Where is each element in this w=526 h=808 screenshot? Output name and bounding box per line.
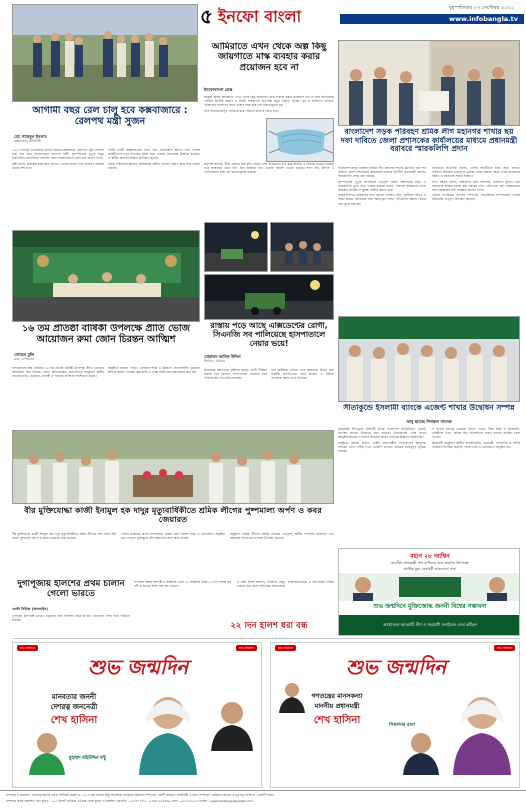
ad2-name: শেখ হাসিনা <box>313 715 361 726</box>
bank-photo-image <box>339 317 520 402</box>
ad2-portrait-main-image <box>447 685 517 775</box>
anniversary-byline <box>14 352 134 362</box>
mask-body-2: কর্তৃপক্ষ জানায়, টিকা গ্রহণের হার বৃদ্ধি পাওয়া এবং সংক্রমণের হার কমে আসায় এ সিদ্ধান্ত নেওয়া হয়েছে। তবে স্বাস্থ্যবিধি মেনে চলা এবং নিয়মিত হাত ধোয়ার পরামর্শ দেওয়া হয়েছে। শপিং মল, অফিস ও গণপরিবহনে মাস্ক পরা বাধ্যতামূলক থাকবে। <box>204 162 334 175</box>
masthead-bar <box>196 2 326 26</box>
event-ad-line1: মহান ২৮ আশ্বিন <box>410 553 450 560</box>
anniversary-body-col1: বান্দরবানের রুমা জোনের ১৬ তম প্রতিষ্ঠা বার্ষিকী উপলক্ষে প্রীতি ভোজের আয়োজন করা হয়েছে। জোন অধিনায়কের সভাপতিত্বে অনুষ্ঠানে স্থানীয় জনপ্রতিনিধি, হেডম্যান, কার্বারী ও গণমান্য ব্যক্তিবর্গ অংশগ্রহণ করেন। <box>12 366 104 379</box>
hilsa-body-col2: এ সময় ইলিশ আহরণ, পরিবহন, মজুদ, বাজারজাতকরণ ও ক্রয়-বিক্রয় নিষিদ্ধ থাকবে বলে মৎস্য অধিদপ্তর জানিয়েছে। <box>237 580 334 589</box>
freedom-body-col2: এসময় মরহুমের রূহের মাগফেরাত কামনা করে বিশেষ দোয়া ও মোনাজাত অনুষ্ঠিত হয়। নেতৃবৃন্দ মুক্তিযুদ্ধে তাঁর অবদানের কথা স্মরণ করেন। <box>121 532 225 541</box>
ad2-badge-right: শুভ জন্মদিন <box>494 645 515 651</box>
website-url[interactable]: www.infobangla.tv <box>449 15 518 23</box>
freedom-photo-image <box>13 431 334 504</box>
mask-headline[interactable]: আমিরাতে এখন থেকে অল্প কিছু জায়গাতে মাস্ক ব্যবহার করার প্রয়োজন হবে না <box>211 42 327 73</box>
event-ad-banner <box>339 615 520 636</box>
transport-photo <box>338 40 520 126</box>
issue-date: বৃহস্পতিবার ২৩ সেপ্টেম্বর ২০২১ <box>448 5 514 11</box>
freedom-photo <box>12 430 334 504</box>
rail-body <box>12 148 200 228</box>
ad1-sponsor-photo-image <box>27 729 67 775</box>
ad2-sponsor-photo <box>401 729 441 775</box>
ad2-portrait-main <box>447 685 517 775</box>
ad1-line2: দেশরত্ন জননেত্রী <box>50 703 98 711</box>
rail-byline <box>14 134 134 144</box>
bank-body <box>338 427 520 545</box>
ad1-name: শেখ হাসিনা <box>50 715 98 726</box>
masthead-brand: ইনফো বাংলা <box>218 7 302 26</box>
rail-byline-name: মো: শাহেদুল ইসলাম <box>14 134 47 139</box>
ad1-sponsor-photo <box>27 729 67 775</box>
road-headline[interactable]: রাস্তায় পড়ে আছে এক্সিডেন্টের রোগী, সিএনজি সব পালিয়েছে হাসপাতালে নেয়ার ভয়ে! <box>210 322 328 348</box>
ad1-line1: মানবতার জননী <box>51 693 97 701</box>
road-photo-3-image <box>205 275 334 320</box>
anniversary-body-col2: অনুষ্ঠানে বক্তারা পার্বত্য এলাকায় শান্তি ও উন্নয়নে সেনাবাহিনীর ভূমিকার প্রশংসা করেন। এসময় কেক কাটা ও দোয়া মাহফিলের আয়োজন করা হয়। <box>108 366 200 375</box>
road-body-col1: চট্টগ্রামের মহাসড়কে দুর্ঘটনায় আহত রোগী দীর্ঘক্ষণ রাস্তায় পড়ে ছিলেন। হাসপাতালে নেওয়ার ভয়ে পালিয়ে যায় সিএনজি চালকরা। <box>204 368 267 381</box>
date-strip <box>340 4 520 14</box>
road-photo-2 <box>270 222 334 272</box>
ad2-portrait-left-image <box>277 679 307 713</box>
road-photo-2-image <box>271 223 334 272</box>
transport-headline[interactable]: বাংলাদেশ সড়ক পরিবহণ শ্রমিক লীগ মহানগর শাখার ছয় দফা দাবিতে জেলা প্রশাসকের কার্যালয়ের মাধ্যমে প্রধানমন্ত্রী বরাবরে স্মারকলিপি প্রদান <box>340 128 518 154</box>
ad2-script: শুভ জন্মদিন <box>345 655 447 679</box>
freedom-body-col1: বীর মুক্তিযোদ্ধা কাজী ইনামুল হক দাদুর মৃত্যুবার্ষিকীতে শ্রমিক লীগের পক্ষ থেকে তাঁর কবরে পুষ্পমাল্য অর্পণ ও কবর জেয়ারত করা হয়েছে। <box>12 532 116 541</box>
puja-byline: এনবি নিউজ (অনলাইন) <box>12 607 48 611</box>
anniversary-photo <box>12 230 200 322</box>
event-ad-line2: মাননীয় প্রধানমন্ত্রী শেখ হাসিনার শুভ জন্মদিন উপলক্ষে <box>391 561 469 565</box>
road-body <box>204 368 334 426</box>
mask-photo-image <box>267 119 334 162</box>
road-byline-place: ভিডিও, চট্টগ্রাম <box>204 359 225 363</box>
bank-body-col2: এ শাখার মাধ্যমে গ্রাহকরা হিসাব খোলা, টাকা জমা ও উত্তোলন, রেমিট্যান্স গ্রহণ, বিভিন্ন বিল পরিশোধসহ সকল ধরনের ব্যাংকিং সেবা পাবেন। উদ্বোধনী অনুষ্ঠানে স্থানীয় জনপ্রতিনিধি, ব্যবসায়ী, সাংবাদিক ও বিশিষ্ট ব্যক্তিবর্গ উপস্থিত ছিলেন। শেষে দোয়া ও মোনাজাত অনুষ্ঠিত হয়। <box>432 427 520 449</box>
freedom-body <box>12 532 334 578</box>
anniversary-body <box>12 366 200 426</box>
website-bar <box>340 14 524 24</box>
footer-line1: সম্পাদক ও প্রকাশক : জননেত্র রনদরি কর্তৃক সিটিকেট প্রকাশ এ-৩ এ ৩ ধারা সালাম কিছু আবাসিক এলাকায় পরিচালন সম্পাদক : আলী আহমেদ পাটোয়ারী ও বার্তা সম্পাদক : কাউছার হোসেন ও মুখপাত্র সম্পাদক : মেহেদী হাসান <box>6 793 275 797</box>
ad1-badge-left: শুভ জন্মদিন <box>17 645 38 651</box>
hilsa-body <box>134 580 334 622</box>
transport-photo-image <box>339 41 520 126</box>
rail-byline-place: কক্সবাজার প্রতিনিধি <box>14 139 41 143</box>
road-body-col2: পরে স্থানীয়রা এগিয়ে এসে আহতকে উদ্ধার করে নিকটস্থ হাসপাতালে ভর্তি করেন। এ ঘটনায় এলাকায় ক্ষোভ দেখা দিয়েছে। <box>271 368 334 381</box>
hilsa-headline[interactable]: ২২ দিন ইলিশ ধরা বন্ধ <box>230 622 308 631</box>
rail-photo <box>12 4 198 102</box>
mask-byline: ইনফোবাংলা ডেস্ক <box>204 87 233 92</box>
footer-line2: সম্পাদক কর্তৃক প্রকাশিত এবং মুদ্রিত : ১০২ সিলেট হাইওয়ে, চট্টগ্রাম থেকে মুদ্রিত ও প্রকাশিত মোবাইল : ০১৮৭৭ ৮৮৩, ০১৮৪৭-৯২৮৪৯৬ ফোন : ০২৩৩৩৩৩৫৩ ইমেইল : newsinfobangla@gmail.com <box>6 799 253 803</box>
ad1-portrait-side-image <box>207 695 257 751</box>
mask-body: সংযুক্ত আরব আমিরাতে এখন থেকে কিছু জায়গাতে মাস্ক ব্যবহার করার প্রয়োজন হবে না বলে জানিয়েছে দেশটির জাতীয় জরুরি ও সংকট ব্যবস্থাপনা কর্তৃপক্ষ। সমুদ্র সৈকত, সুইমিং পুল ও ব্যক্তিগত গাড়িতে পরিবারের সদস্যদের সাথে থাকার সময় মাস্ক পরা বাধ্যতামূলক নয়। তবে জনসমাগমপূর্ণ এলাকায় মাস্ক পরিধান চালিয়ে যেতে হবে। <box>204 95 334 113</box>
ad2-line1: গণতন্ত্রের মানসকন্যা <box>311 692 363 700</box>
event-ad[interactable] <box>338 548 520 636</box>
bank-headline[interactable]: সীতাকুন্ডে ইসলামী ব্যাংকে এজেন্ট শাখার উদ্বোধন সম্পন্ন <box>343 404 515 412</box>
event-ad-portraits <box>339 573 520 601</box>
birthday-ad-2[interactable] <box>270 642 520 788</box>
anniversary-byline-name: সোহেল মুন্সি <box>14 352 35 357</box>
transport-body-col1: বাংলাদেশ সড়ক পরিবহণ শ্রমিক লীগ মহানগর শাখার উদ্যোগে ছয় দফা দাবিতে জেলা প্রশাসকের কার্যালয়ের মাধ্যমে মাননীয় প্রধানমন্ত্রী বরাবরে স্মারকলিপি প্রদান করা হয়েছে। বৃহস্পতিবার দুপুরে সংগঠনের নেতৃবৃন্দ জেলা প্রশাসকের হাতে এ স্মারকলিপি তুলে দেন। এসময় বক্তারা বলেন, পরিবহণ শ্রমিকদের ন্যায্য অধিকার প্রতিষ্ঠা ও সুরক্ষা নিশ্চিত করতে হবে। স্মারকলিপিতে শ্রমিকদের জন্য কল্যাণ তহবিল গঠন, দুর্ঘটনায় আহত ও নিহত শ্রমিক পরিবারের জন্য ক্ষতিপূরণ প্রদান, চাঁদাবাজি বন্ধসহ বিভিন্ন দাবি তুলে ধরা হয়। <box>338 166 426 206</box>
event-ad-footer: আয়োজনে আওয়ামী লীগ ও সহযোগী সংগঠনের নেতা কর্মীবৃন্দ <box>382 622 478 627</box>
ad1-portrait-main-image <box>133 685 203 775</box>
anniversary-byline-place: রুমা, বান্দরবান <box>14 357 34 361</box>
freedom-headline[interactable]: বীর মুক্তিযোদ্ধা কাজী ইনামুল হক দাদুর মৃত্যুবার্ষিকীতে শ্রমিক লীগের পুষ্পমাল্য অর্পণ ও কবর জেয়ারত <box>24 506 322 525</box>
ad1-sponsor: মুহাম্মদ মহিউদ্দিন মন্টু <box>69 756 107 761</box>
road-photo-1 <box>204 222 268 272</box>
ad1-script: শুভ জন্মদিন <box>87 655 189 679</box>
rail-body-col1: ২০২২ সালের ডিসেম্বরের মধ্যেই চট্টগ্রাম-কক্সবাজার রেলপথে ট্রেন চলাচল শুরু হবে বলে জানিয়েছেন রেলপথ মন্ত্রী। বৃহস্পতিবার দুপুরে রামুর নির্মাণাধীন রেলস্টেশন পরিদর্শন শেষে সাংবাদিকদের এসব কথা বলেন তিনি। মন্ত্রী বলেন, প্রকল্পের কাজ দ্রুত গতিতে এগিয়ে চলছে এবং নির্ধারিত সময়ের মধ্যেই শেষ হবে। <box>12 148 104 170</box>
puja-body: দুর্গাপূজা উপলক্ষে ভারতে রপ্তানির জন্য ইলিশের প্রথম চালান বেনাপোল বন্দর দিয়ে পাঠানো হয়েছে। <box>12 614 130 623</box>
footer <box>0 790 526 808</box>
ad1-portrait-side <box>207 695 257 751</box>
road-byline <box>204 354 334 364</box>
ad2-badge-left: শুভ জন্মদিন <box>275 645 296 651</box>
hilsa-body-col1: মা ইলিশ রক্ষায় আগামী ৪ অক্টোবর থেকে ২৫ অক্টোবর পর্যন্ত ২২ দিন দেশের সব নদী ও সাগরে ইলিশ ধরা বন্ধ থাকবে। <box>134 580 231 589</box>
puja-headline[interactable]: দুর্গাপূজায় ইলিশের প্রথম চালান গেলো ভারতে <box>17 580 125 599</box>
rail-photo-image <box>13 5 198 102</box>
road-photo-1-image <box>205 223 268 272</box>
ad2-line2: মাননীয় প্রধানমন্ত্রী <box>314 702 360 710</box>
event-ad-line3: আর্থিক মুদ্রা সেবাধর্মী আলোচনা সভা <box>403 567 457 571</box>
rail-headline[interactable]: আগামী বছর রেল চালু হবে কক্সবাজারে : রেলপথ মন্ত্রী সুজন <box>32 106 188 127</box>
page-number: ৫ <box>200 4 213 28</box>
ad1-portrait-main <box>133 685 203 775</box>
ad2-portrait-left <box>277 679 307 713</box>
bank-byline: আবু ছালেহ দিদারুল সালেক <box>406 419 452 424</box>
bank-photo <box>338 316 520 402</box>
road-photo-3 <box>204 274 334 320</box>
ad2-sponsor: সিকান্দার রানা <box>389 723 415 728</box>
ad1-badge-right: শুভ জন্মদিন <box>236 645 257 651</box>
anniversary-photo-image <box>13 231 200 322</box>
anniversary-headline[interactable]: ১৬ তম প্রতিষ্ঠা বার্ষিকী উপলক্ষে প্রীতি ভোজ আয়োজন রুমা জোন চিরন্তন আত্মিশ <box>22 324 190 345</box>
divider <box>12 638 520 639</box>
transport-body-col2: সংগঠনের সভাপতি বলেন, দেশের অর্থনীতির চাকা সচল রাখতে পরিবহণ শ্রমিকরা গুরুত্বপূর্ণ ভূমিকা পালন করছে। অথচ তারা নানাভাবে বঞ্চিত ও হয়রানির শিকার হচ্ছেন। তিনি আরও বলেন, শ্রমিকদের জন্য আবাসন, চিকিৎসা সুবিধা এবং সন্তানদের শিক্ষার ব্যবস্থা করা সময়ের দাবি। দাবিগুলো দ্রুত বাস্তবায়নের জন্য সরকারের প্রতি আহ্বান জানান তিনি। এসময় সংগঠনের সাধারণ সম্পাদক, সাংগঠনিক সম্পাদকসহ বিভিন্ন ইউনিটের নেতৃবৃন্দ উপস্থিত ছিলেন। <box>432 166 520 202</box>
birthday-ad-1[interactable] <box>12 642 262 788</box>
event-ad-title: শুভ জন্মদিনে মুক্তিজোদ্ধ জননী বিশ্বের সম্ভাবনা <box>373 603 487 610</box>
bank-body-col1: চট্টগ্রামের সীতাকুন্ডে ইসলামী ব্যাংক বাংলাদেশ লিমিটেডের এজেন্ট ব্যাংকিং শাখার উদ্বোধন করা হয়েছে। উপজেলার পৌর সদরে আনুষ্ঠানিকভাবে এ শাখার উদ্বোধন করেন ব্যাংকের ঊর্ধ্বতন কর্মকর্তারা। অনুষ্ঠানে বক্তারা বলেন, গ্রামীণ জনগোষ্ঠীর দোরগোড়ায় আধুনিক ব্যাংকিং সেবা পৌঁছে দিতে এজেন্ট ব্যাংকিং কার্যক্রম গুরুত্বপূর্ণ ভূমিকা রাখছে। <box>338 427 426 454</box>
event-ad-portraits-image <box>339 573 520 601</box>
rail-body-col2: পর্যটন নগরী কক্সবাজারের সাথে রেল যোগাযোগ স্থাপিত হলে দেশের অর্থনীতিতে নতুন দিগন্তের সূচনা হবে। এসময় রেলওয়ের ঊর্ধ্বতন কর্মকর্তা ও স্থানীয় জনপ্রতিনিধিরা উপস্থিত ছিলেন। প্রকল্প পরিচালক জানান, আইকনিক স্টেশন ভবনের নির্মাণ কাজ শেষ পর্যায়ে রয়েছে। <box>108 148 200 170</box>
transport-body <box>338 166 520 314</box>
freedom-body-col3: অনুষ্ঠানে শ্রমিক লীগের বিভিন্ন পর্যায়ের নেতৃবৃন্দ, স্থানীয় গণ্যমান্য ব্যক্তিবর্গ এবং মরহুমের পরিবারের সদস্যরা উপস্থিত ছিলেন। <box>230 532 334 541</box>
ad2-sponsor-photo-image <box>401 729 441 775</box>
mask-photo <box>266 118 334 162</box>
road-byline-name: মোহাম্মদ আরিফ উদ্দিন <box>204 354 241 359</box>
